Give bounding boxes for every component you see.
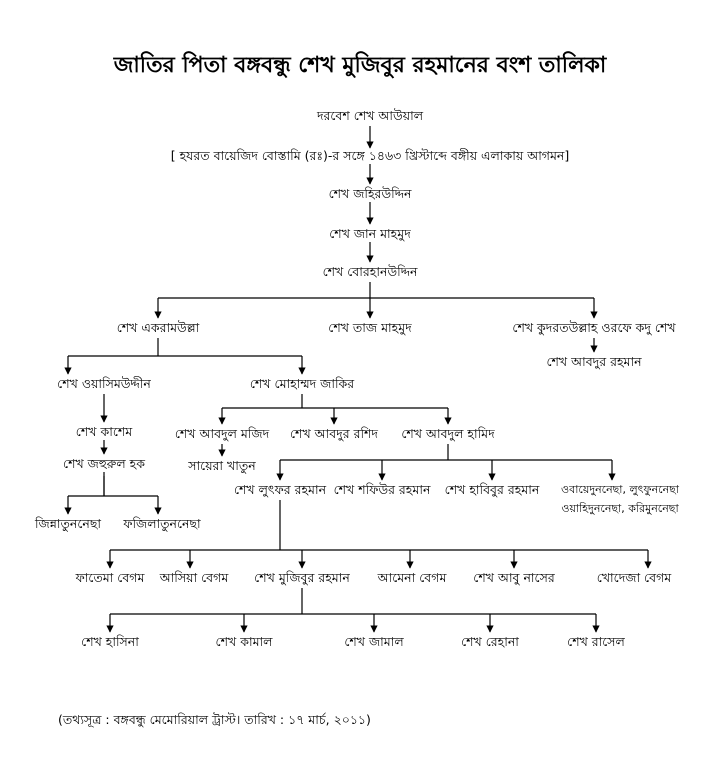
node-sheikh-rehana: শেখ রেহানা <box>461 634 519 649</box>
node-sheikh-ekramullah: শেখ একরামউল্লা <box>116 320 200 335</box>
node-amena-begum: আমেনা বেগম <box>377 570 447 585</box>
node-sheikh-abu-naser: শেখ আবু নাসের <box>473 570 555 585</box>
node-sheikh-kudratullah: শেখ কুদরতউল্লাহ ওরফে কদু শেখ <box>512 320 676 335</box>
node-sheikh-wasimuddin: শেখ ওয়াসিমউদ্দীন <box>57 376 151 391</box>
node-sheikh-hasina: শেখ হাসিনা <box>81 634 139 649</box>
node-sheikh-johurul-haque: শেখ জহুরুল হক <box>62 456 146 471</box>
arrival-note: [ হযরত বায়েজিদ বোস্তামি (রঃ)-র সঙ্গে ১৪৬৩ খ্রিস্টাব্দে বঙ্গীয় এলাকায় আগমন] <box>170 148 570 163</box>
node-sheikh-abdur-rashid: শেখ আবদুর রশিদ <box>289 426 379 441</box>
node-sheikh-mujibur-rahman: শেখ মুজিবুর রহমান <box>254 570 350 585</box>
node-fatema-begum: ফাতেমা বেগম <box>75 570 145 585</box>
node-sheikh-kamal: শেখ কামাল <box>215 634 273 649</box>
node-fazilatunnesa: ফজিলাতুননেছা <box>123 516 201 531</box>
node-sheikh-lutfar-rahman: শেখ লুৎফর রহমান <box>233 482 327 497</box>
node-sayera-khatun: সায়েরা খাতুন <box>188 458 256 473</box>
node-khodeja-begum: খোদেজা বেগম <box>596 570 672 585</box>
node-jinnatunnesa: জিন্নাতুননেছা <box>34 516 102 531</box>
node-sheikh-johiruddin: শেখ জহিরউদ্দিন <box>328 186 412 201</box>
node-sheikh-jan-mahmud: শেখ জান মাহমুদ <box>329 226 411 241</box>
node-sheikh-kashem: শেখ কাশেম <box>75 424 133 439</box>
source-citation: (তথ্যসূত্র : বঙ্গবন্ধু মেমোরিয়াল ট্রাস্ট। তারিখ : ১৭ মার্চ, ২০১১) <box>58 712 371 727</box>
node-sheikh-shafiur-rahman: শেখ শফিউর রহমান <box>333 482 431 497</box>
node-sheikh-abdur-rahman: শেখ আবদুর রহমান <box>546 354 642 369</box>
node-sheikh-habibur-rahman: শেখ হাবিবুর রহমান <box>444 482 540 497</box>
node-sheikh-jamal: শেখ জামাল <box>344 634 404 649</box>
node-sheikh-rasel: শেখ রাসেল <box>567 634 625 649</box>
page-title: জাতির পিতা বঙ্গবন্ধু শেখ মুজিবুর রহমানের বংশ তালিকা <box>113 53 607 78</box>
node-asiya-begum: আসিয়া বেগম <box>159 570 229 585</box>
node-sheikh-abdul-hamid: শেখ আবদুল হামিদ <box>401 426 495 441</box>
node-darbesh-sheikh-awal: দরবেশ শেখ আউয়াল <box>316 108 424 123</box>
node-daughters-line-2: ওয়াহিদুননেছা, করিমুননেছা <box>561 502 679 515</box>
node-sheikh-borhanuddin: শেখ বোরহানউদ্দিন <box>322 264 418 279</box>
node-sheikh-taj-mahmud: শেখ তাজ মাহমুদ <box>328 320 412 335</box>
node-sheikh-abdul-majid: শেখ আবদুল মজিদ <box>174 426 270 441</box>
node-sheikh-mohammad-zakir: শেখ মোহাম্মদ জাকির <box>249 376 355 391</box>
node-daughters-line-1: ওবায়েদুননেছা, লুৎফুননেছা <box>560 483 680 496</box>
